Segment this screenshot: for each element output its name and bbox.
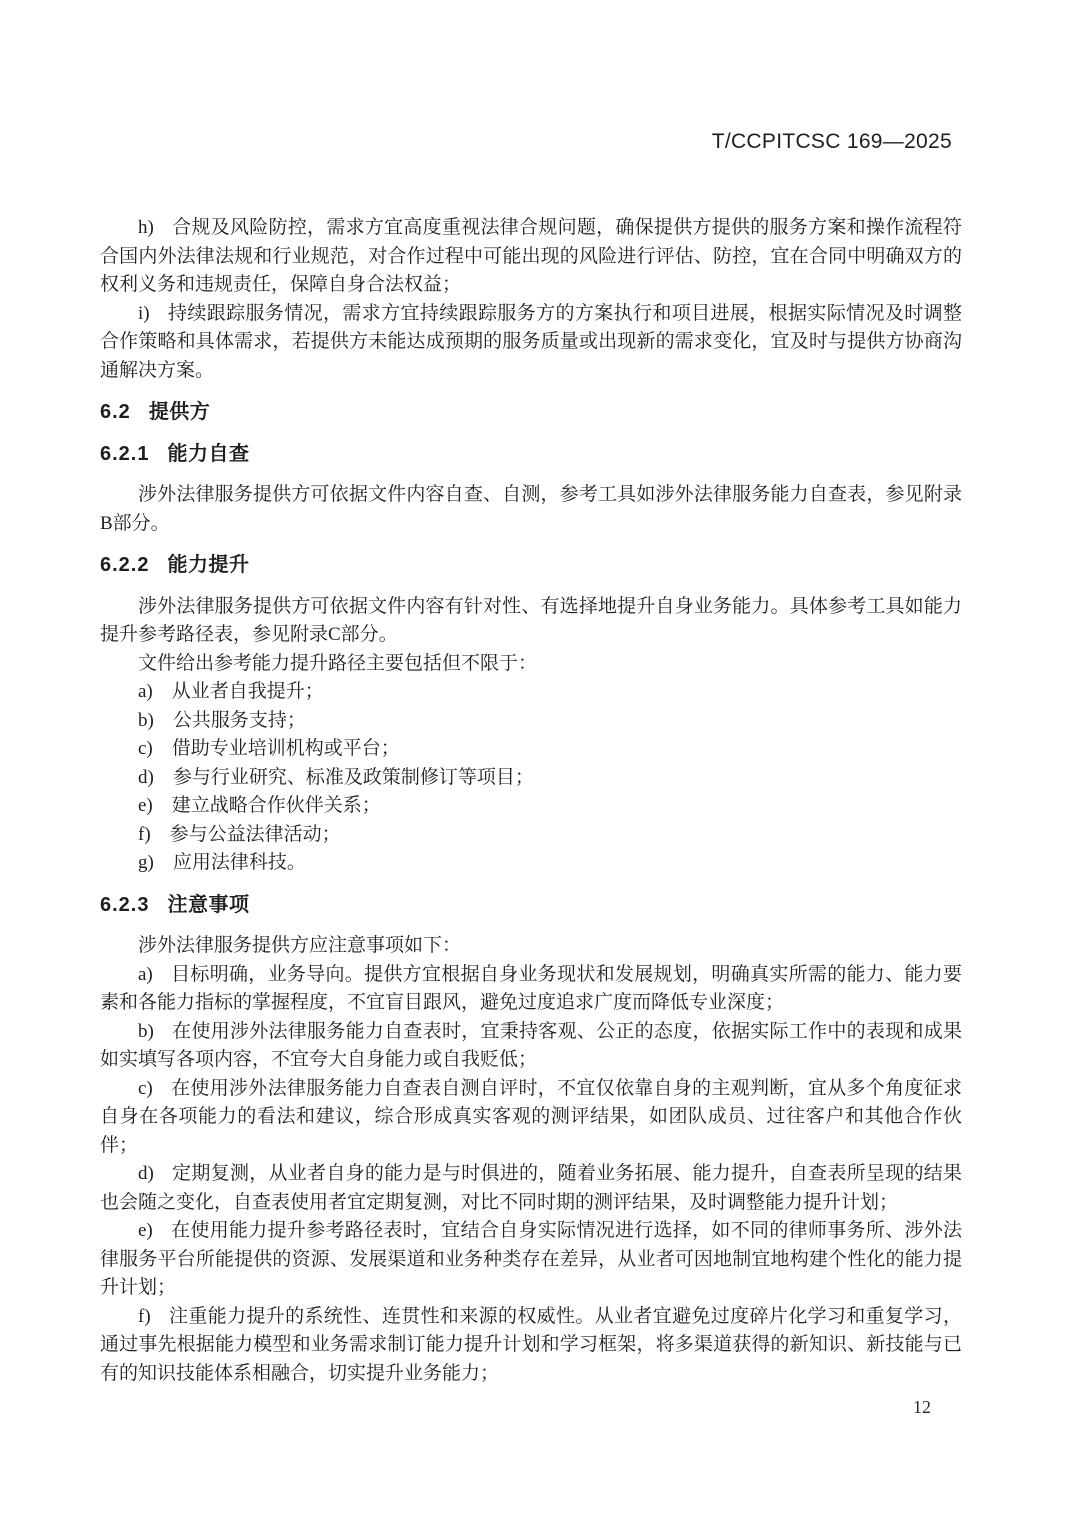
- list-item-e: [100, 792, 962, 821]
- list-text-d: 参与行业研究、标准及政策制修订等项目；: [172, 766, 534, 788]
- paragraph-text-i: 持续跟踪服务情况，需求方宜持续跟踪服务方的方案执行和项目进展，根据实际情况及时调整合作策略和具体需求，若提供方未能达成预期的服务质量或出现新的需求变化，宜及时与提供方协商沟通解决方案。: [100, 302, 962, 381]
- list-label-g: g): [138, 852, 154, 873]
- note-item-e: [100, 1217, 962, 1303]
- note-item-c: [100, 1075, 962, 1161]
- note-label-e: e): [138, 1220, 153, 1241]
- note-item-d: [100, 1160, 962, 1217]
- paragraph-6-2-2-intro: 涉外法律服务提供方可依据文件内容有针对性、有选择地提升自身业务能力。具体参考工具如能力提升参考路径表，参见附录C部分。: [100, 595, 962, 645]
- section-heading-6-2: [100, 398, 962, 427]
- list-text-b: 公共服务支持；: [172, 709, 306, 731]
- list-label-e: e): [138, 795, 153, 816]
- list-text-e: 建立战略合作伙伴关系；: [171, 795, 381, 816]
- page-content: [100, 214, 962, 1388]
- note-text-b: 在使用涉外法律服务能力自查表时，宜秉持客观、公正的态度，依据实际工作中的表现和成果如实填写各项内容，不宜夸大自身能力或自我贬低；: [100, 1020, 962, 1070]
- list-label-f: f): [138, 823, 151, 845]
- section-heading-6-2-3: [100, 891, 962, 920]
- section-title-6-2-2: 能力提升: [167, 554, 250, 576]
- section-number-6-2-2: 6.2.2: [100, 554, 150, 576]
- list-text-g: 应用法律科技。: [172, 852, 306, 873]
- paragraph-6-2-3-intro: 涉外法律服务提供方应注意事项如下：: [138, 935, 462, 956]
- list-text-a: 从业者自我提升；: [171, 681, 324, 702]
- note-label-f: f): [138, 1305, 151, 1327]
- page-number: 12: [913, 1397, 931, 1417]
- capability-path-list: [100, 678, 962, 878]
- doc-code: T/CCPITCSC 169—2025: [711, 130, 952, 153]
- section-title-6-2-3: 注意事项: [167, 893, 250, 916]
- section-heading-6-2-1: [100, 440, 962, 469]
- section-title-6-2: 提供方: [148, 401, 211, 423]
- list-label-b: b): [138, 709, 154, 731]
- paragraph-item-i: [100, 300, 962, 386]
- paragraph-6-2-2-list-lead: 文件给出参考能力提升路径主要包括但不限于：: [138, 652, 538, 674]
- list-label-d: d): [138, 766, 154, 788]
- note-label-a: a): [138, 963, 153, 985]
- note-label-d: d): [138, 1163, 154, 1184]
- list-label-a: a): [138, 681, 153, 702]
- note-text-e: 在使用能力提升参考路径表时，宜结合自身实际情况进行选择，如不同的律师事务所、涉外法律服务平台所能提供的资源、发展渠道和业务种类存在差异，从业者可因地制宜地构建个性化的能力提升计划；: [100, 1220, 962, 1298]
- list-item-b: [100, 707, 962, 736]
- note-item-b: [100, 1018, 962, 1075]
- list-label-h: h): [138, 217, 154, 238]
- list-label-i: i): [138, 302, 150, 324]
- note-item-a: [100, 961, 962, 1018]
- note-label-c: c): [138, 1077, 153, 1099]
- note-text-c: 在使用涉外法律服务能力自查表自测自评时，不宜仅依靠自身的主观判断，宜从多个角度征求自身在各项能力的看法和建议，综合形成真实客观的测评结果，如团队成员、过往客户和其他合作伙伴；: [100, 1077, 962, 1156]
- list-item-f: [100, 821, 962, 850]
- list-item-d: [100, 764, 962, 793]
- list-text-f: 参与公益法律活动；: [169, 823, 341, 845]
- note-text-d: 定期复测，从业者自身的能力是与时俱进的，随着业务拓展、能力提升，自查表所呈现的结果也会随之变化，自查表使用者宜定期复测，对比不同时期的测评结果，及时调整能力提升计划；: [100, 1163, 962, 1213]
- note-text-f: 注重能力提升的系统性、连贯性和来源的权威性。从业者宜避免过度碎片化学习和重复学习，通过事先根据能力模型和业务需求制订能力提升计划和学习框架，将多渠道获得的新知识、新技能与已有的知识技能体系相融合，切实提升业务能力；: [100, 1305, 962, 1384]
- section-number-6-2-1: 6.2.1: [100, 442, 150, 465]
- section-number-6-2: 6.2: [100, 401, 131, 423]
- paragraph-item-h: [100, 214, 962, 300]
- list-label-c: c): [138, 738, 153, 759]
- section-number-6-2-3: 6.2.3: [100, 893, 150, 916]
- section-title-6-2-1: 能力自查: [167, 442, 250, 465]
- list-item-g: [100, 849, 962, 878]
- section-heading-6-2-2: [100, 551, 962, 580]
- list-text-c: 借助专业培训机构或平台；: [171, 738, 400, 759]
- note-item-f: [100, 1303, 962, 1389]
- list-item-c: [100, 735, 962, 764]
- note-label-b: b): [138, 1020, 154, 1042]
- paragraph-6-2-1: 涉外法律服务提供方可依据文件内容自查、自测，参考工具如涉外法律服务能力自查表，参见附录B部分。: [100, 484, 962, 534]
- note-text-a: 目标明确，业务导向。提供方宜根据自身业务现状和发展规划，明确真实所需的能力、能力要素和各能力指标的掌握程度，不宜盲目跟风，避免过度追求广度而降低专业深度；: [100, 963, 962, 1013]
- list-item-a: [100, 678, 962, 707]
- paragraph-text-h: 合规及风险防控，需求方宜高度重视法律合规问题，确保提供方提供的服务方案和操作流程符合国内外法律法规和行业规范，对合作过程中可能出现的风险进行评估、防控，宜在合同中明确双方的权利义务和违规责任，保障自身合法权益；: [100, 217, 962, 295]
